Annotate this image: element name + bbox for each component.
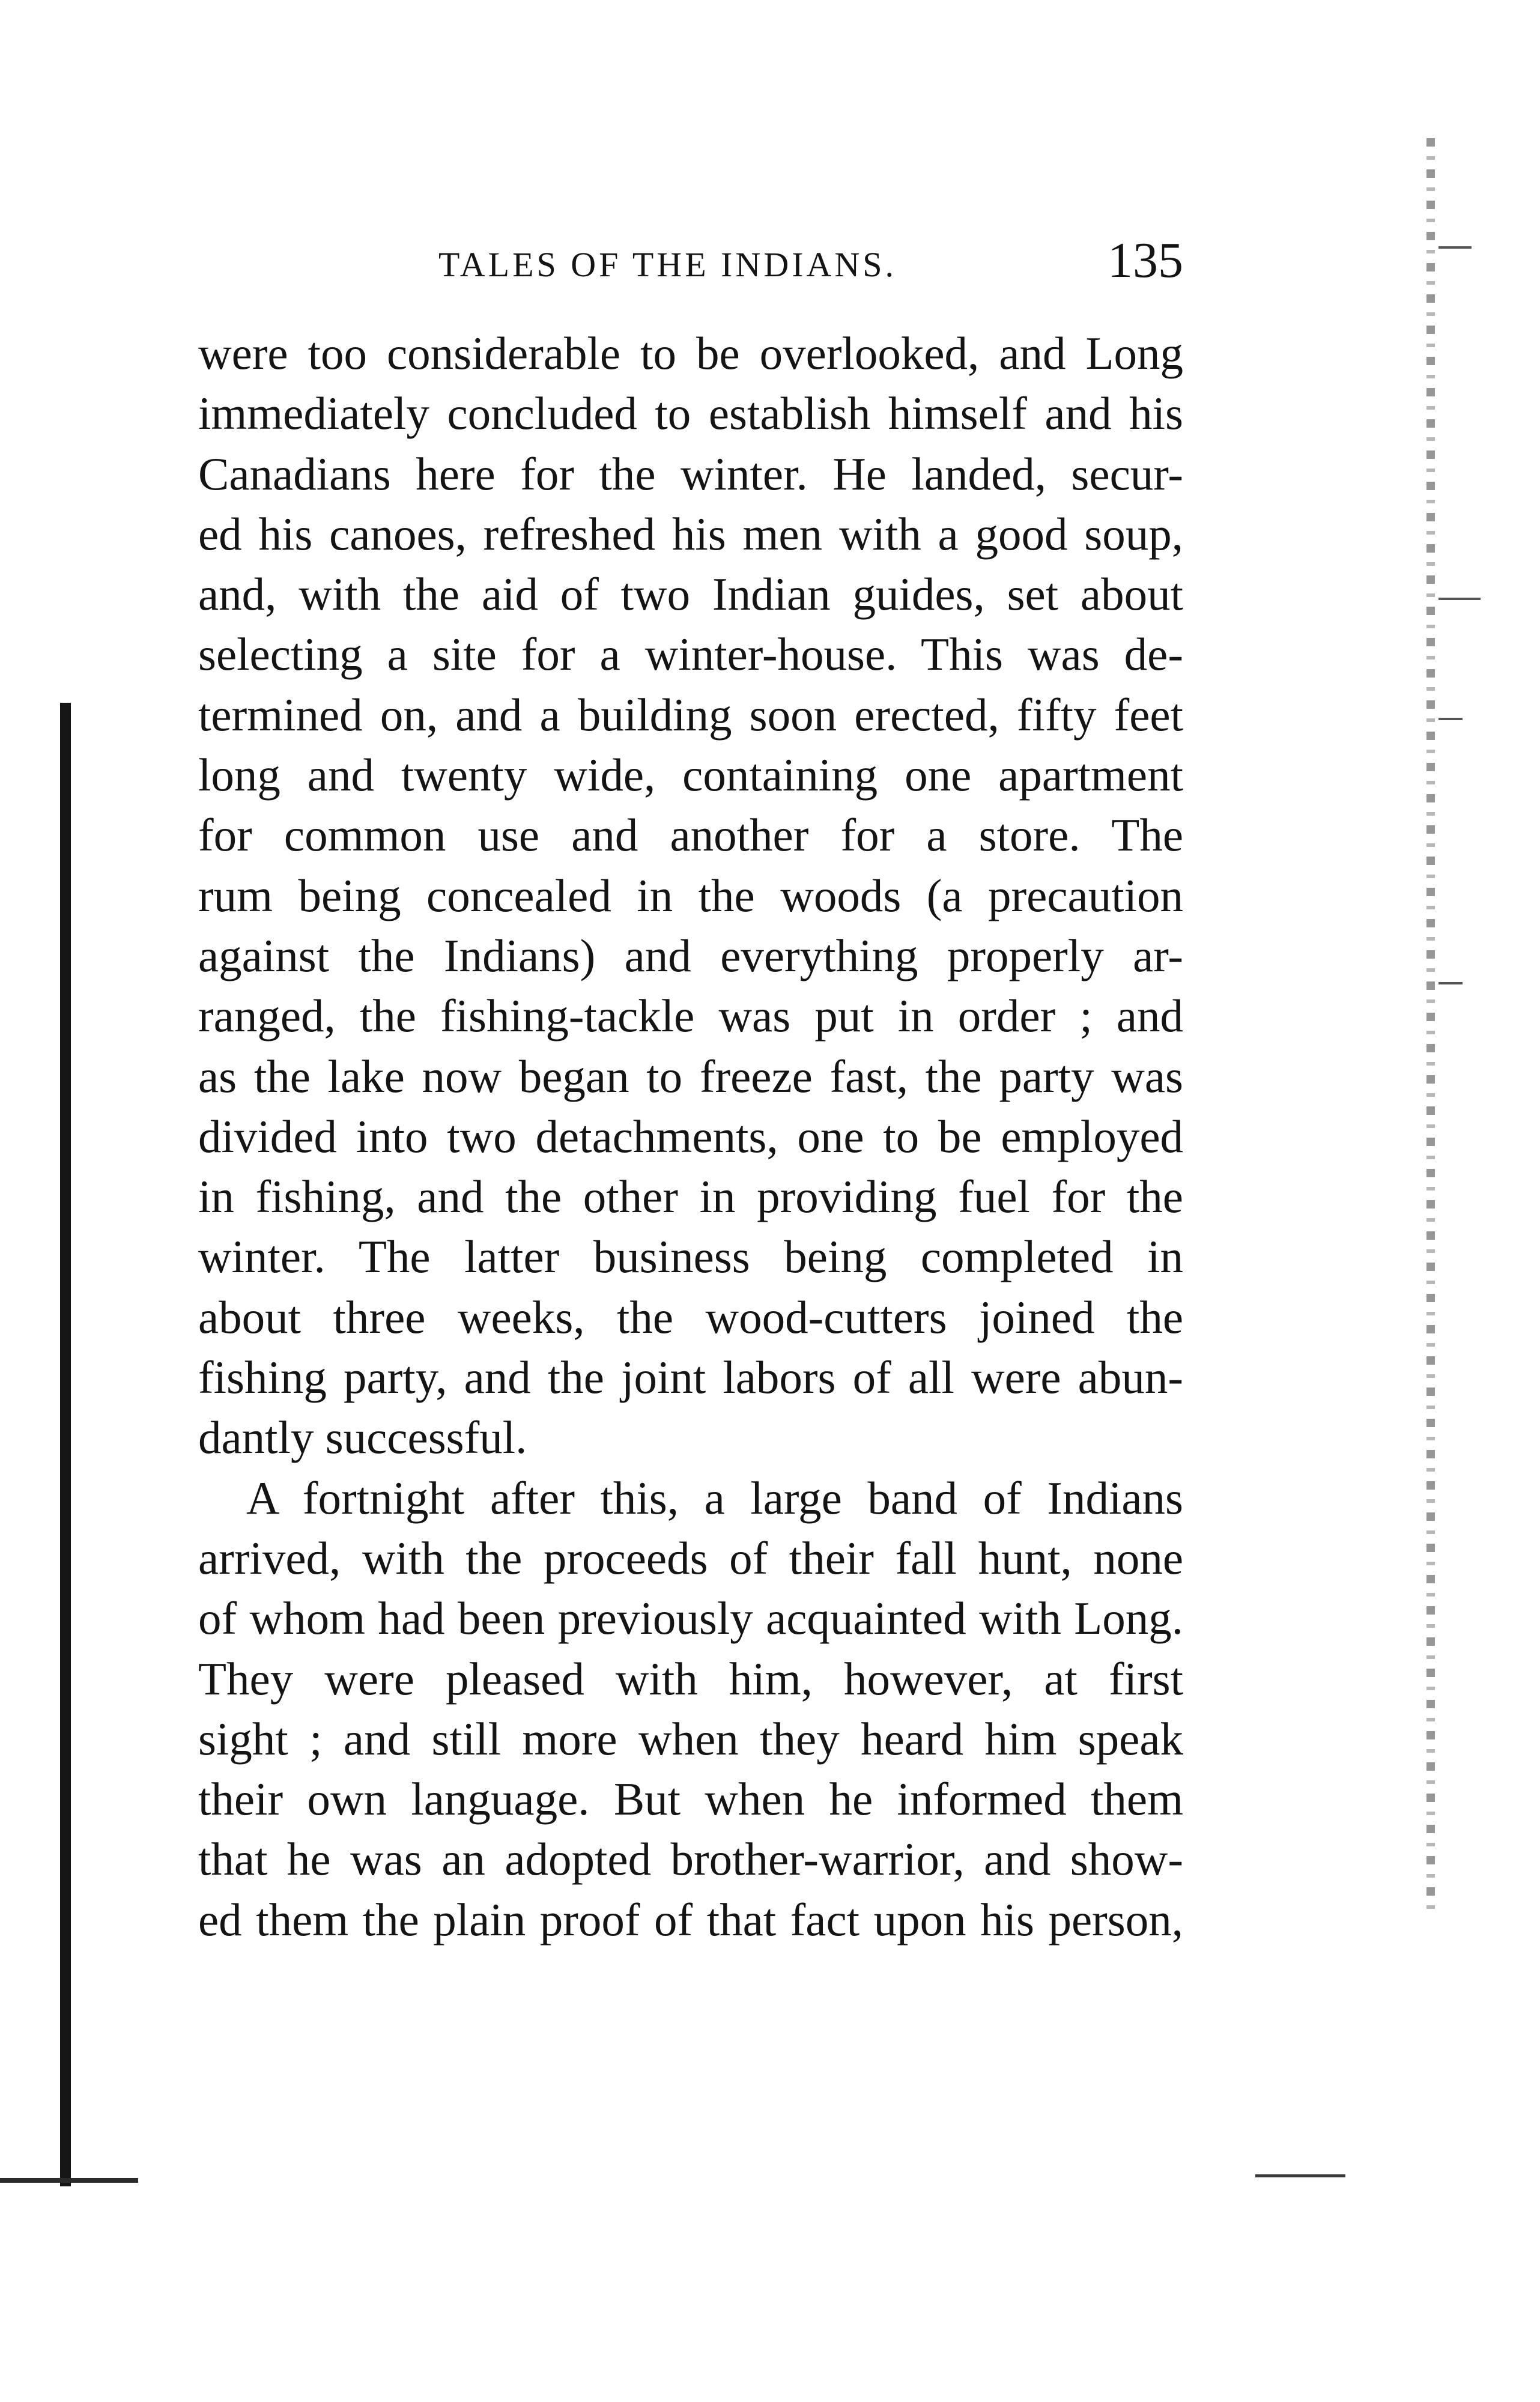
text-line: selecting a site for a winter-house. This was de-: [198, 628, 1183, 681]
page-header: [198, 231, 1183, 297]
paragraph-end-line: dantly successful.: [198, 1412, 527, 1464]
bottom-edge-rule: [1255, 2174, 1345, 2177]
text-line: winter. The latter business being completed in: [198, 1231, 1183, 1283]
text-line: immediately concluded to establish himself and his: [198, 387, 1183, 440]
bleed-dash: [1438, 246, 1472, 249]
text-line: ranged, the fishing-tackle was put in order ; and: [198, 990, 1183, 1042]
text-line: arrived, with the proceeds of their fall hunt, none: [198, 1532, 1183, 1584]
text-line: ed his canoes, refreshed his men with a good soup,: [198, 508, 1183, 560]
text-line: divided into two detachments, one to be employed: [198, 1110, 1183, 1162]
text-line: rum being concealed in the woods (a precaution: [198, 869, 1183, 921]
text-line: ed them the plain proof of that fact upon his person,: [198, 1893, 1183, 1946]
text-line: termined on, and a building soon erected, fifty feet: [198, 688, 1183, 741]
body-text: [198, 323, 1183, 1950]
page-number: 135: [1108, 232, 1183, 288]
text-line: for common use and another for a store. The: [198, 809, 1183, 861]
page-binding-foot: [0, 2178, 138, 2183]
right-edge-bleed: [1426, 138, 1435, 1916]
text-line: and, with the aid of two Indian guides, set about: [198, 568, 1183, 620]
text-line: sight ; and still more when they heard him speak: [198, 1712, 1183, 1765]
text-line: as the lake now began to freeze fast, the party was: [198, 1050, 1183, 1102]
text-line: of whom had been previously acquainted with Long.: [198, 1592, 1183, 1645]
text-line: Canadians here for the winter. He landed, secur-: [198, 447, 1183, 500]
text-line: against the Indians) and everything properly ar-: [198, 929, 1183, 981]
text-line: in fishing, and the other in providing fuel for the: [198, 1171, 1183, 1223]
bleed-dash: [1438, 982, 1463, 984]
bleed-dash: [1438, 718, 1463, 720]
bleed-dash: [1438, 598, 1481, 600]
text-line: about three weeks, the wood-cutters joined the: [198, 1291, 1183, 1343]
text-line: that he was an adopted brother-warrior, and show-: [198, 1833, 1183, 1885]
text-line: were too considerable to be overlooked, and Long: [198, 327, 1183, 379]
running-title: TALES OF THE INDIANS.: [438, 245, 897, 284]
text-line: fishing party, and the joint labors of all were abun-: [198, 1351, 1183, 1404]
text-line: long and twenty wide, containing one apartment: [198, 749, 1183, 801]
text-line: their own language. But when he informed them: [198, 1773, 1183, 1825]
page-binding-edge: [60, 703, 71, 2186]
text-line: They were pleased with him, however, at first: [198, 1652, 1183, 1705]
paragraph-start-line: A fortnight after this, a large band of Indians: [246, 1472, 1183, 1524]
